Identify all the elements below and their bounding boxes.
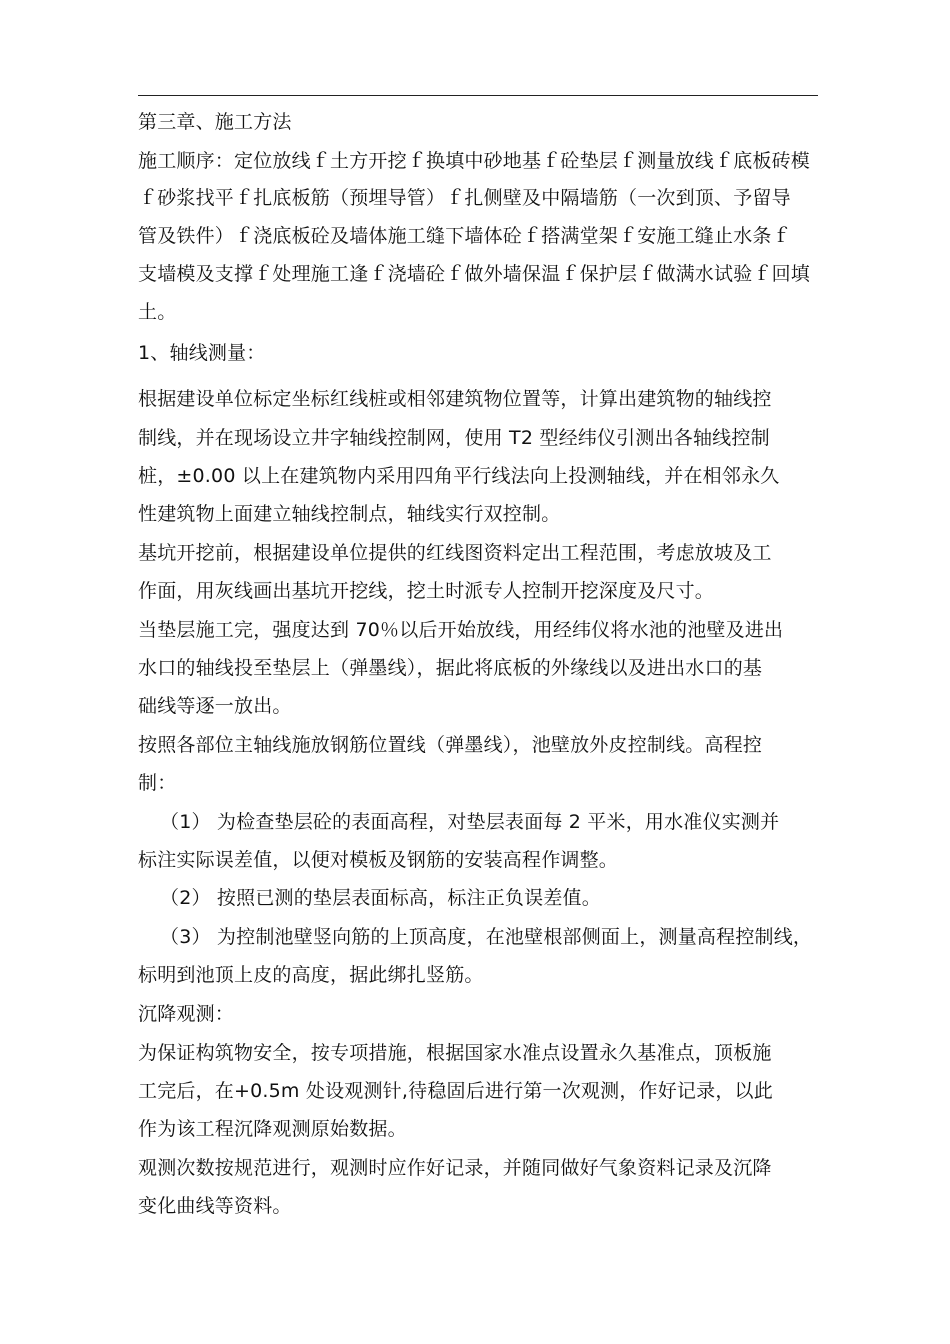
paragraph-line: 工完后，在+0.5m 处设观测针,待稳固后进行第一次观测，作好记录，以此 [138, 1080, 773, 1102]
paragraph-line: 施工顺序：定位放线ｆ土方开挖ｆ换填中砂地基ｆ砼垫层ｆ测量放线ｆ底板砖模 [138, 150, 811, 172]
paragraph-line: ｆ砂浆找平ｆ扎底板筋（预埋导管）ｆ扎侧壁及中隔墙筋（一次到顶、予留导 [138, 187, 791, 209]
paragraph-line: 为保证构筑物安全，按专项措施，根据国家水准点设置永久基准点，顶板施 [138, 1042, 772, 1064]
paragraph-line: 管及铁件）ｆ浇底板砼及墙体施工缝下墙体砼ｆ搭满堂架ｆ安施工缝止水条ｆ [138, 225, 791, 247]
paragraph-line: 性建筑物上面建立轴线控制点，轴线实行双控制。 [138, 503, 561, 525]
list-item: （1） 为检查垫层砼的表面高程，对垫层表面每 2 平米，用水准仪实测并 [160, 811, 780, 833]
header-rule [138, 95, 818, 96]
paragraph-line: 基坑开挖前，根据建设单位提供的红线图资料定出工程范围，考虑放坡及工 [138, 542, 772, 564]
paragraph-line: 土。 [138, 301, 177, 323]
paragraph-line: 根据建设单位标定坐标红线桩或相邻建筑物位置等，计算出建筑物的轴线控 [138, 388, 772, 410]
paragraph-line: 观测次数按规范进行，观测时应作好记录，并随同做好气象资料记录及沉降 [138, 1157, 772, 1179]
section-heading: 沉降观测： [138, 1003, 235, 1025]
paragraph-line: 标注实际误差值，以便对模板及钢筋的安装高程作调整。 [138, 849, 619, 871]
paragraph-line: 础线等逐一放出。 [138, 695, 292, 717]
list-item: （3） 为控制池壁竖向筋的上顶高度，在池壁根部侧面上，测量高程控制线， [160, 926, 813, 948]
chapter-heading: 第三章、施工方法 [138, 111, 292, 133]
paragraph-line: 标明到池顶上皮的高度，据此绑扎竖筋。 [138, 964, 484, 986]
paragraph-line: 按照各部位主轴线施放钢筋位置线（弹墨线），池壁放外皮控制线。高程控 [138, 734, 763, 756]
paragraph-line: 当垫层施工完，强度达到 70％以后开始放线，用经纬仪将水池的池壁及进出 [138, 619, 784, 641]
paragraph-line: 作为该工程沉降观测原始数据。 [138, 1118, 407, 1140]
paragraph-line: 桩，±0.00 以上在建筑物内采用四角平行线法向上投测轴线，并在相邻永久 [138, 465, 780, 487]
paragraph-line: 变化曲线等资料。 [138, 1195, 292, 1217]
paragraph-line: 水口的轴线投至垫层上（弹墨线），据此将底板的外缘线以及进出水口的基 [138, 657, 763, 679]
paragraph-line: 制线，并在现场设立井字轴线控制网，使用 T2 型经纬仪引测出各轴线控制 [138, 427, 770, 449]
section-heading: 1、轴线测量： [138, 342, 266, 364]
paragraph-line: 制： [138, 772, 177, 794]
paragraph-line: 作面，用灰线画出基坑开挖线，挖土时派专人控制开挖深度及尺寸。 [138, 580, 715, 602]
paragraph-line: 支墙模及支撑ｆ处理施工逢ｆ浇墙砼ｆ做外墙保温ｆ保护层ｆ做满水试验ｆ回填 [138, 263, 811, 285]
list-item: （2） 按照已测的垫层表面标高，标注正负误差值。 [160, 887, 601, 909]
